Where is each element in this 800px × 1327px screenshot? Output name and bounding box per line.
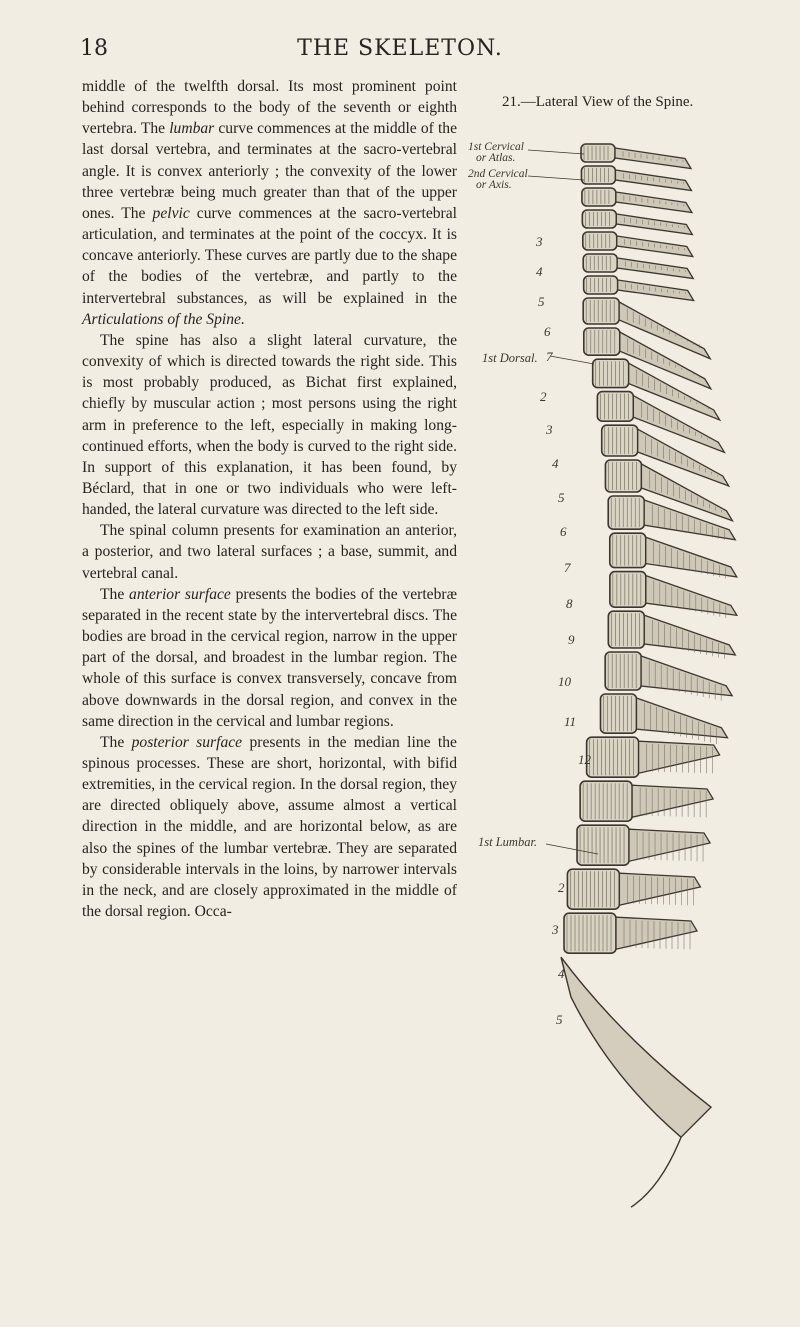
text-run: presents the bodies of the vertebræ separated in the recent state by the intervertebral discs. The bodies are broad in the cervical region, narrow in the upper part of the dorsal, and broadest in the lumbar region. The whole of this surface is convex transversely, concave from above downwards in the dorsal region, and convex in the same direction in the cervical and lumbar regions.: [82, 585, 457, 730]
text-run: curve commences at the sacro-vertebral articulation, and terminates at the point of the coccyx. It is concave anteriorly. These curves are partly due to the shape of the bodies of the vertebræ, and partly to the intervertebral substances, as will be explained in the: [82, 204, 457, 307]
vertebral-body: [582, 188, 616, 206]
spinous-process: [636, 698, 727, 738]
italic-term: anterior surface: [129, 585, 231, 603]
lumbar-number-label: 4: [558, 966, 565, 981]
vertebral-body: [610, 572, 646, 608]
vertebral-body: [593, 359, 629, 387]
vertebral-body: [584, 276, 618, 294]
spine-illustration: [466, 84, 800, 1294]
italic-term: lumbar: [169, 120, 215, 138]
dorsal-number-label: 11: [564, 714, 577, 729]
vertebral-body: [567, 869, 619, 909]
text-run: middle of the twelfth dorsal. Its most prominent point behind corresponds to the body of the seventh or eighth vertebra. The: [82, 78, 457, 138]
paragraph: [82, 76, 457, 330]
spinous-process: [616, 917, 697, 949]
label-leader-line: [528, 176, 584, 180]
text-run: The spine has also a slight lateral curvature, the convexity of which is directed towards the right side. This is most probably produced, as Bichat first explained, chiefly by muscular action ; most persons using the right arm in preference to the left, especially in making long-continued efforts, when the body is curved to the right side. In support of this explanation, it has been found, by Béclard, that in one or two individuals who were left-handed, the lateral curvature was directed to the left side.: [82, 331, 457, 519]
text-run: The: [100, 733, 132, 751]
vertebral-body: [581, 144, 615, 162]
label-2nd-cervical: [468, 169, 528, 191]
vertebral-body: [602, 425, 638, 456]
label-leader-line: [550, 356, 594, 364]
spinous-process: [632, 785, 713, 817]
vertebral-body: [610, 533, 646, 567]
dorsal-number-label: 5: [558, 490, 565, 505]
vertebral-body: [605, 460, 641, 492]
paragraph: [82, 584, 457, 732]
cervical-number-label: 7: [546, 349, 553, 364]
dorsal-number-label: 9: [568, 632, 575, 647]
body-text: [82, 76, 457, 922]
vertebral-body: [584, 328, 620, 355]
dorsal-number-label: 12: [578, 752, 591, 767]
label-1st-cervical: [468, 142, 524, 164]
spinous-process: [619, 873, 700, 905]
vertebral-body: [600, 694, 636, 733]
vertebral-body: [587, 737, 639, 777]
page-header: [0, 36, 800, 66]
cervical-number-label: 4: [536, 264, 543, 279]
italic-term: Articulations of the Spine.: [82, 310, 245, 328]
label-2nd-cervical-line2: or Axis.: [476, 179, 512, 191]
lumbar-number-label: 3: [552, 922, 559, 937]
dorsal-number-label: 6: [560, 524, 567, 539]
spinous-process: [646, 537, 737, 577]
vertebral-body: [583, 298, 619, 324]
vertebral-body: [608, 611, 644, 648]
text-run: The spinal column presents for examination an anterior, a posterior, and two lateral surfaces ; a base, summit, and vertebral canal.: [82, 522, 457, 582]
spinous-process: [644, 615, 735, 655]
lumbar-number-label: 5: [556, 1012, 563, 1027]
vertebral-body: [580, 781, 632, 821]
text-run: curve commences at the middle of the last dorsal vertebra, and terminates at the sacro-vertebral angle. It is convex anteriorly ; the convexity of the lower three vertebræ being much greater than that of the upper ones. The: [82, 120, 457, 222]
label-1st-cervical-line2: or Atlas.: [476, 152, 516, 164]
vertebral-body: [608, 496, 644, 529]
cervical-number-label: 3: [536, 234, 543, 249]
spinous-process: [646, 576, 737, 616]
dorsal-number-label: 4: [552, 456, 559, 471]
text-run: The: [100, 585, 130, 603]
vertebral-body: [564, 913, 616, 953]
vertebral-body: [583, 254, 617, 272]
label-1st-cervical-line1: 1st Cervical: [468, 141, 524, 153]
label-leader-line: [528, 150, 584, 154]
vertebral-body: [577, 825, 629, 865]
sacrum: [561, 957, 711, 1137]
paragraph: [82, 732, 457, 922]
dorsal-number-label: 10: [558, 674, 571, 689]
paragraph: [82, 520, 457, 583]
coccyx: [631, 1137, 681, 1207]
vertebral-body: [581, 166, 615, 184]
dorsal-number-label: 8: [566, 596, 573, 611]
spinous-process: [629, 829, 710, 861]
paragraph: [82, 330, 457, 520]
italic-term: pelvic: [152, 204, 190, 222]
vertebral-body: [583, 232, 617, 250]
vertebral-body: [597, 392, 633, 422]
cervical-number-label: 6: [544, 324, 551, 339]
italic-term: posterior surface: [131, 733, 243, 751]
spinous-process: [639, 741, 720, 773]
label-1st-lumbar: 1st Lumbar.: [478, 835, 538, 849]
dorsal-number-label: 7: [564, 560, 571, 575]
label-1st-dorsal: 1st Dorsal.: [482, 351, 538, 365]
figure-caption: 21.—Lateral View of the Spine.: [502, 94, 694, 110]
vertebral-body: [605, 652, 641, 690]
label-2nd-cervical-line1: 2nd Cervical: [468, 168, 528, 180]
spinous-process: [641, 656, 732, 696]
lumbar-number-label: 2: [558, 880, 565, 895]
cervical-number-label: 5: [538, 294, 545, 309]
dorsal-number-label: 2: [540, 389, 547, 404]
running-title: THE SKELETON.: [297, 36, 503, 61]
vertebral-body: [582, 210, 616, 228]
dorsal-number-label: 3: [546, 422, 553, 437]
page-number: 18: [80, 36, 108, 61]
spine-drawing: [466, 84, 800, 1294]
text-run: presents in the median line the spinous processes. These are short, horizontal, with bifid extremities, in the cervical region. In the dorsal region, they are directed obliquely above, assume almost a vertical direction in the middle, and are horizontal below, as are also the spines of the lumbar vertebræ. They are separated by considerable intervals in the loins, by narrower intervals in the neck, and are closely approximated in the middle of the dorsal region. Occa-: [82, 733, 457, 921]
